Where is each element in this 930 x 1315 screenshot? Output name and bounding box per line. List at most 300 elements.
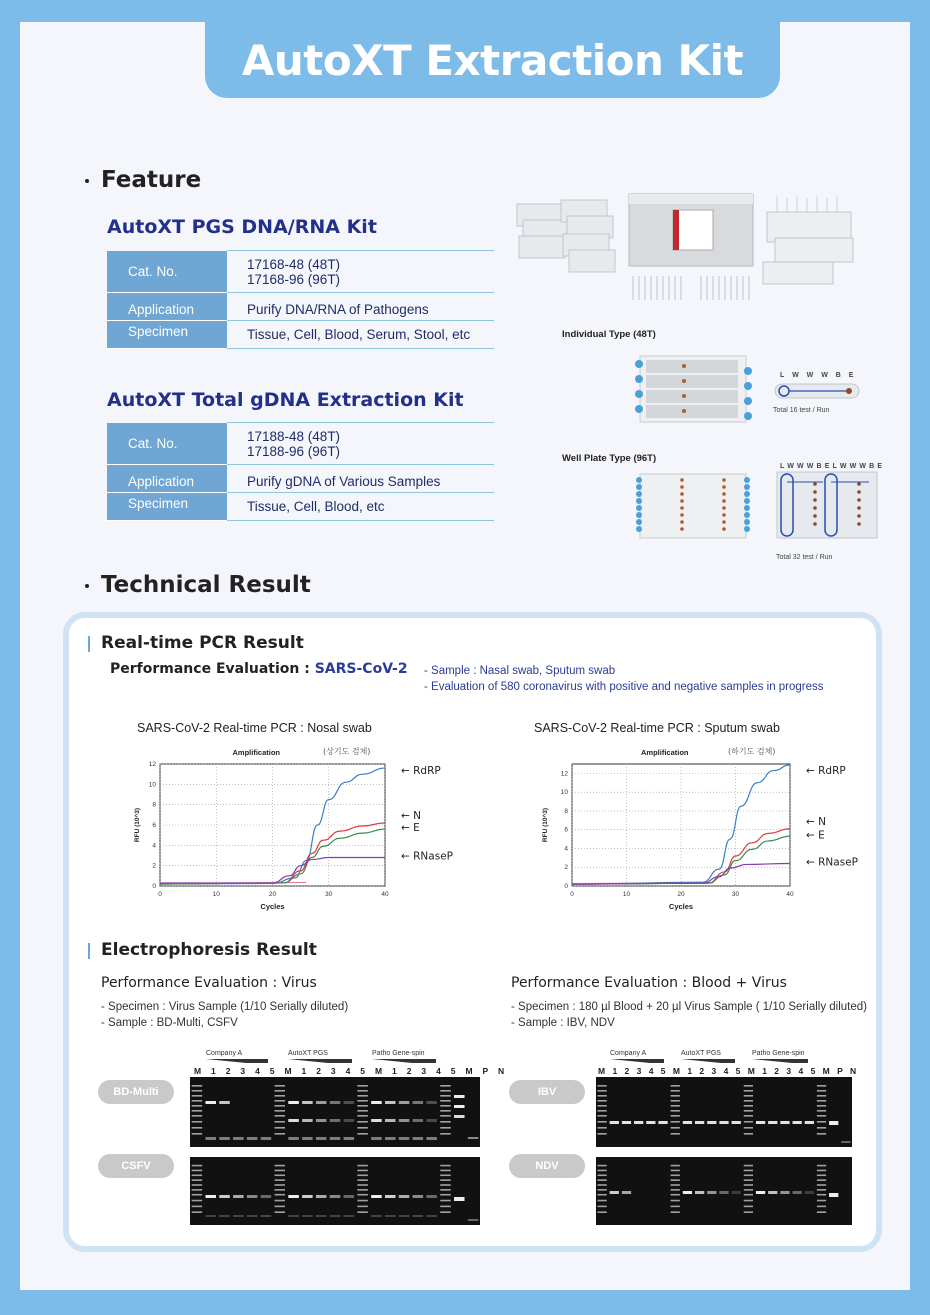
gel-band [440, 1115, 450, 1117]
gel-band [805, 1121, 814, 1124]
gel-band [302, 1215, 312, 1217]
gel-band [357, 1194, 367, 1196]
gel-band [597, 1121, 606, 1123]
gel-band [399, 1101, 409, 1104]
x-tick-label: 20 [677, 891, 685, 898]
series-label: ← RdRP [401, 765, 441, 777]
x-tick-label: 30 [325, 891, 333, 898]
spec-value: Purify DNA/RNA of Pathogens [227, 293, 494, 321]
gel-band [371, 1137, 381, 1140]
gel-band [192, 1206, 202, 1208]
gel-band [385, 1195, 395, 1198]
spec-key: Cat. No. [107, 423, 227, 465]
gel-band [732, 1191, 741, 1194]
gel-band [192, 1100, 202, 1102]
chart1-title: SARS-CoV-2 Real-time PCR : Nosal swab [137, 721, 372, 735]
product-photo [515, 192, 865, 312]
gel-band [768, 1121, 777, 1124]
plate-96t-image [634, 472, 754, 540]
gel-band [275, 1105, 285, 1107]
x-tick-label: 40 [786, 891, 794, 898]
title-banner [205, 22, 780, 98]
gel-band [597, 1194, 606, 1196]
gel-band [440, 1194, 450, 1196]
gel-band [413, 1101, 423, 1104]
gel-band [756, 1121, 765, 1124]
gel-band [671, 1206, 680, 1208]
gel-band [719, 1191, 728, 1194]
gel-band [817, 1194, 826, 1196]
gel-band [192, 1165, 202, 1167]
kit1-title: AutoXT PGS DNA/RNA Kit [107, 216, 377, 238]
lane-labels-48: L W W W B E [780, 372, 857, 379]
wedge [681, 1059, 735, 1063]
gel-band [247, 1195, 257, 1198]
y-tick-label: 4 [152, 842, 156, 850]
electro-heading: Electrophoresis Result [101, 940, 317, 960]
chart-subtitle: Amplification [232, 748, 281, 757]
gel-band [744, 1165, 753, 1167]
gel-band [744, 1105, 753, 1107]
gel-band [597, 1211, 606, 1213]
gel-band [671, 1174, 680, 1176]
gel-band [440, 1211, 450, 1213]
gel-band [707, 1121, 716, 1124]
gel-band [597, 1127, 606, 1129]
x-tick-label: 40 [381, 891, 389, 898]
gel-band [671, 1170, 680, 1172]
gel-band [357, 1090, 367, 1092]
gel-band [671, 1105, 680, 1107]
gel-band [597, 1165, 606, 1167]
gel-band [744, 1174, 753, 1176]
gel-band [756, 1191, 765, 1194]
gel-band [744, 1127, 753, 1129]
gel-band [468, 1219, 478, 1221]
gel-band [817, 1133, 826, 1135]
gel-band [357, 1121, 367, 1123]
gel-band [233, 1137, 243, 1140]
gel-band [275, 1100, 285, 1102]
gel-band [371, 1119, 381, 1122]
gel-band [597, 1184, 606, 1186]
gel-ibv [596, 1077, 852, 1147]
gel-band [357, 1133, 367, 1135]
spec-key: Specimen [107, 493, 227, 521]
gel-band [330, 1119, 340, 1122]
gel-band [817, 1127, 826, 1129]
gel-band [357, 1165, 367, 1167]
y-tick-label: 10 [148, 781, 156, 789]
gel-band [261, 1195, 271, 1198]
gel-band [330, 1195, 340, 1198]
gel-band [426, 1119, 436, 1122]
gel-band [399, 1119, 409, 1122]
gel-band [744, 1189, 753, 1191]
gel-band [440, 1090, 450, 1092]
gel-band [288, 1137, 298, 1140]
gel-band [344, 1101, 354, 1104]
individual-type-label: Individual Type (48T) [562, 329, 656, 340]
spec-value: Tissue, Cell, Blood, Serum, Stool, etc [227, 321, 494, 349]
gel-band [671, 1115, 680, 1117]
series-label: ← N [806, 815, 826, 828]
gel-band [440, 1100, 450, 1102]
wedge [206, 1059, 268, 1063]
gel-band [357, 1110, 367, 1112]
gel-band [219, 1215, 229, 1217]
gel-band [744, 1121, 753, 1123]
gel-band [316, 1101, 326, 1104]
gel-band [841, 1141, 850, 1143]
row-label-bd-multi: BD-Multi [98, 1080, 174, 1104]
gel-band [385, 1101, 395, 1104]
gel-band [671, 1211, 680, 1213]
gel-bd-multi [190, 1077, 480, 1147]
total-96-label: Total 32 test / Run [776, 554, 833, 561]
wedge [610, 1059, 664, 1063]
gel-band [744, 1184, 753, 1186]
gel-band [205, 1215, 215, 1217]
gel-band [357, 1170, 367, 1172]
y-tick-label: 6 [564, 826, 568, 834]
kit2-spec-table [107, 422, 494, 521]
gel-band [817, 1206, 826, 1208]
gel-band [454, 1105, 464, 1108]
gel-right-group-1: Company A [610, 1050, 647, 1057]
electro-right-note: - Specimen : 180 µl Blood + 20 µl Virus Sample ( 1/10 Serially diluted) - Sample : IBV, NDV [511, 1001, 867, 1029]
pcr-chart-nasal [128, 744, 468, 916]
gel-band [817, 1085, 826, 1087]
gel-band [275, 1095, 285, 1097]
gel-band [233, 1215, 243, 1217]
gel-band [634, 1121, 643, 1124]
gel-band [192, 1090, 202, 1092]
gel-band [768, 1191, 777, 1194]
gel-band [671, 1110, 680, 1112]
gel-band [597, 1095, 606, 1097]
gel-band [357, 1085, 367, 1087]
gel-band [744, 1115, 753, 1117]
gel-band [440, 1095, 450, 1097]
gel-right-group-3: Patho Gene-spin [752, 1050, 805, 1057]
gel-band [275, 1174, 285, 1176]
gel-band [302, 1195, 312, 1198]
gel-band [302, 1119, 312, 1122]
electro-right-perf: Performance Evaluation : Blood + Virus [511, 975, 787, 991]
gel-band [744, 1170, 753, 1172]
series-label: ← E [401, 822, 420, 835]
gel-band [357, 1127, 367, 1129]
gel-band [357, 1211, 367, 1213]
gel-band [695, 1121, 704, 1124]
y-axis-label: RFU (10^3) [134, 807, 141, 843]
gel-band [732, 1121, 741, 1124]
y-tick-label: 0 [152, 883, 156, 890]
x-tick-label: 10 [622, 891, 631, 898]
gel-left-lanes: M 1 2 3 4 5 M 1 2 3 4 5 M 1 2 3 4 5 M P N [194, 1066, 508, 1076]
gel-band [829, 1121, 838, 1125]
gel-band [817, 1110, 826, 1112]
chart-note: (상기도 검체) [323, 747, 371, 756]
gel-band [413, 1137, 423, 1140]
gel-band [454, 1115, 464, 1118]
gel-band [440, 1165, 450, 1167]
gel-right-lanes: M 1 2 3 4 5 M 1 2 3 4 5 M 1 2 3 4 5 M P N [598, 1066, 859, 1076]
gel-band [316, 1119, 326, 1122]
x-axis-label: Cycles [260, 902, 285, 911]
gel-band [671, 1179, 680, 1181]
gel-band [344, 1215, 354, 1217]
series-label: ← N [401, 809, 421, 822]
spec-key: Cat. No. [107, 251, 227, 293]
y-tick-label: 8 [564, 807, 568, 815]
gel-band [622, 1191, 631, 1194]
series-label: ← RNaseP [806, 856, 858, 869]
gel-band [597, 1105, 606, 1107]
gel-band [219, 1195, 229, 1198]
gel-band [385, 1119, 395, 1122]
gel-band [399, 1195, 409, 1198]
gel-band [597, 1090, 606, 1092]
gel-band [357, 1206, 367, 1208]
wedge [288, 1059, 352, 1063]
gel-band [357, 1105, 367, 1107]
gel-band [440, 1105, 450, 1107]
gel-band [357, 1174, 367, 1176]
gel-band [426, 1195, 436, 1198]
gel-band [192, 1189, 202, 1191]
gel-band [817, 1115, 826, 1117]
gel-band [468, 1137, 478, 1139]
gel-band [440, 1200, 450, 1202]
gel-band [385, 1137, 395, 1140]
gel-band [302, 1137, 312, 1140]
total-48-label: Total 16 test / Run [773, 407, 830, 414]
gel-band [454, 1197, 464, 1201]
gel-band [316, 1195, 326, 1198]
gel-band [192, 1184, 202, 1186]
spec-key: Application [107, 465, 227, 493]
gel-band [275, 1110, 285, 1112]
gel-band [597, 1133, 606, 1135]
gel-band [671, 1200, 680, 1202]
gel-band [357, 1189, 367, 1191]
gel-band [275, 1085, 285, 1087]
gel-band [357, 1179, 367, 1181]
gel-band [205, 1101, 215, 1104]
page-title: AutoXT Extraction Kit [241, 35, 744, 85]
gel-band [597, 1174, 606, 1176]
gel-band [440, 1170, 450, 1172]
gel-band [192, 1105, 202, 1107]
spec-key: Specimen [107, 321, 227, 349]
spec-value: 17188-48 (48T) 17188-96 (96T) [227, 423, 494, 465]
gel-band [622, 1121, 631, 1124]
x-tick-label: 10 [212, 891, 220, 898]
spec-value: 17168-48 (48T) 17168-96 (96T) [227, 251, 494, 293]
gel-band [288, 1119, 298, 1122]
gel-band [316, 1215, 326, 1217]
gel-band [671, 1090, 680, 1092]
plate-diagram-96 [775, 470, 879, 540]
gel-band [440, 1110, 450, 1112]
well-plate-type-label: Well Plate Type (96T) [562, 453, 657, 464]
gel-band [330, 1101, 340, 1104]
gel-band [597, 1100, 606, 1102]
gel-band [275, 1179, 285, 1181]
gel-band [829, 1193, 838, 1197]
gel-band [817, 1184, 826, 1186]
row-label-ibv: IBV [509, 1080, 585, 1104]
gel-band [275, 1115, 285, 1117]
gel-band [671, 1184, 680, 1186]
gel-band [671, 1085, 680, 1087]
gel-band [671, 1133, 680, 1135]
gel-band [192, 1174, 202, 1176]
gel-band [371, 1101, 381, 1104]
gel-band [330, 1215, 340, 1217]
y-tick-label: 12 [148, 761, 156, 768]
gel-band [646, 1121, 655, 1124]
chart-subtitle: Amplification [641, 748, 689, 757]
gel-band [192, 1095, 202, 1097]
gel-band [192, 1110, 202, 1112]
gel-band [671, 1100, 680, 1102]
gel-band [817, 1165, 826, 1167]
electro-left-perf: Performance Evaluation : Virus [101, 975, 317, 991]
gel-band [597, 1115, 606, 1117]
gel-band [371, 1195, 381, 1198]
gel-band [805, 1191, 814, 1194]
gel-band [597, 1085, 606, 1087]
gel-band [330, 1137, 340, 1140]
gel-band [817, 1121, 826, 1123]
strip-diagram-48 [773, 380, 863, 402]
gel-band [454, 1095, 464, 1098]
gel-band [793, 1191, 802, 1194]
y-tick-label: 12 [560, 770, 568, 778]
gel-band [440, 1127, 450, 1129]
chart2-title: SARS-CoV-2 Real-time PCR : Sputum swab [534, 721, 780, 735]
y-axis-label: RFU (10^3) [542, 807, 549, 843]
gel-band [597, 1189, 606, 1191]
gel-band [275, 1121, 285, 1123]
gel-band [817, 1174, 826, 1176]
y-tick-label: 8 [152, 801, 156, 809]
gel-band [247, 1137, 257, 1140]
gel-band [719, 1121, 728, 1124]
gel-band [671, 1165, 680, 1167]
gel-band [695, 1191, 704, 1194]
gel-band [671, 1121, 680, 1123]
cartridge-48t-image [634, 354, 754, 426]
gel-band [817, 1095, 826, 1097]
y-tick-label: 2 [152, 862, 156, 870]
x-tick-label: 20 [268, 891, 277, 898]
gel-band [780, 1121, 789, 1124]
gel-band [275, 1189, 285, 1191]
result-panel [63, 612, 882, 1252]
gel-band [275, 1127, 285, 1129]
gel-band [205, 1137, 215, 1140]
x-tick-label: 30 [731, 891, 740, 898]
gel-band [275, 1200, 285, 1202]
y-tick-label: 0 [564, 883, 568, 890]
gel-band [192, 1127, 202, 1129]
gel-band [744, 1085, 753, 1087]
gel-band [288, 1215, 298, 1217]
gel-band [192, 1115, 202, 1117]
gel-band [426, 1215, 436, 1217]
gel-band [344, 1195, 354, 1198]
gel-band [744, 1211, 753, 1213]
gel-band [219, 1101, 229, 1104]
gel-band [247, 1215, 257, 1217]
gel-band [371, 1215, 381, 1217]
pcr-heading: Real-time PCR Result [101, 633, 304, 653]
wedge [372, 1059, 436, 1063]
gel-band [192, 1170, 202, 1172]
gel-band [610, 1191, 619, 1194]
gel-band [275, 1170, 285, 1172]
x-tick-label: 0 [570, 891, 574, 898]
gel-band [744, 1206, 753, 1208]
gel-band [658, 1121, 667, 1124]
gel-band [192, 1133, 202, 1135]
gel-band [399, 1137, 409, 1140]
gel-band [357, 1095, 367, 1097]
gel-band [440, 1184, 450, 1186]
gel-band [671, 1194, 680, 1196]
lane-labels-96: L W W W B E L W W W B E [780, 463, 883, 470]
gel-band [671, 1095, 680, 1097]
gel-band [744, 1095, 753, 1097]
gel-left-group-1: Company A [206, 1050, 243, 1057]
gel-band [780, 1191, 789, 1194]
gel-band [192, 1200, 202, 1202]
gel-band [744, 1194, 753, 1196]
gel-band [440, 1121, 450, 1123]
gel-band [275, 1133, 285, 1135]
gel-band [744, 1100, 753, 1102]
gel-band [275, 1206, 285, 1208]
gel-band [275, 1090, 285, 1092]
wedge [752, 1059, 808, 1063]
gel-band [440, 1189, 450, 1191]
gel-band [413, 1119, 423, 1122]
gel-band [302, 1101, 312, 1104]
gel-band [413, 1195, 423, 1198]
gel-band [817, 1090, 826, 1092]
gel-band [261, 1137, 271, 1140]
gel-band [344, 1137, 354, 1140]
gel-band [440, 1174, 450, 1176]
gel-band [275, 1211, 285, 1213]
gel-band [744, 1179, 753, 1181]
spec-key: Application [107, 293, 227, 321]
gel-band [275, 1165, 285, 1167]
gel-right-group-2: AutoXT PGS [681, 1050, 721, 1057]
gel-band [610, 1121, 619, 1124]
y-tick-label: 10 [560, 789, 568, 797]
gel-band [440, 1206, 450, 1208]
x-tick-label: 0 [158, 891, 162, 898]
pcr-note: - Sample : Nasal swab, Sputum swab - Evaluation of 580 coronavirus with positive and negative samples in progress [424, 665, 824, 693]
gel-left-group-2: AutoXT PGS [288, 1050, 328, 1057]
gel-band [440, 1085, 450, 1087]
gel-band [288, 1101, 298, 1104]
